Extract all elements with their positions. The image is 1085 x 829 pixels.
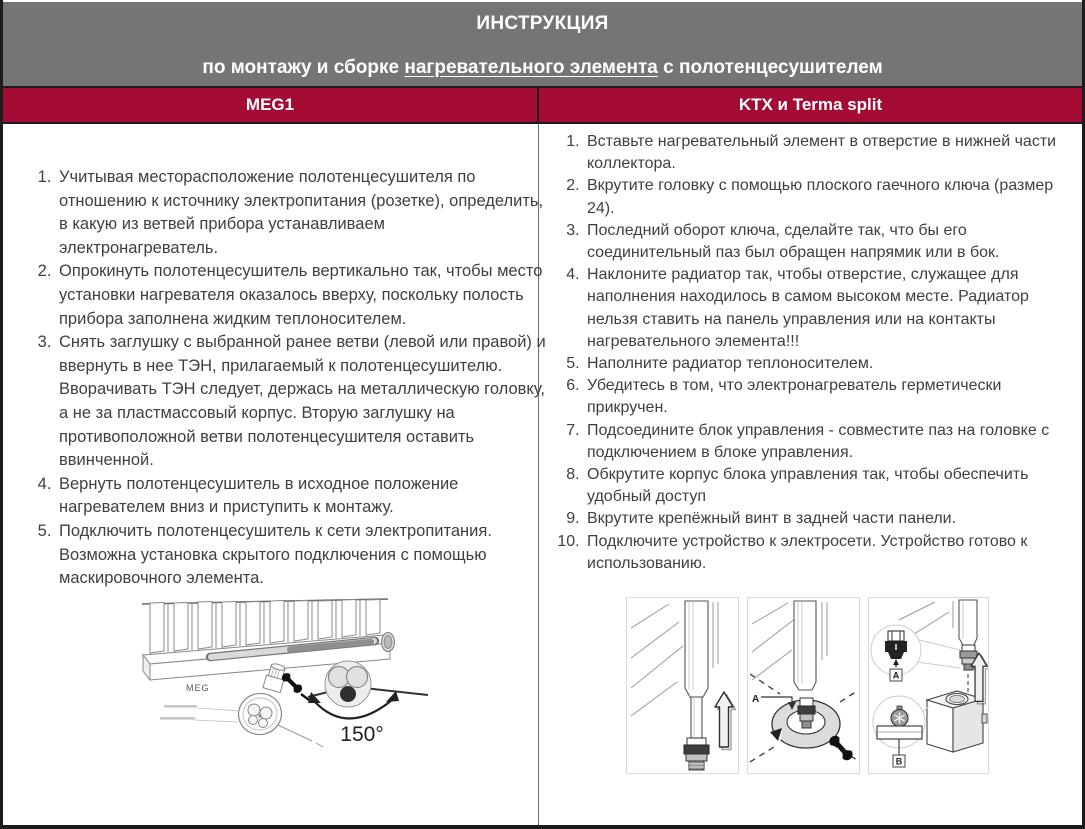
step-item: 1. Учитывая месторасположение полотенцесушителя по отношению к источнику электропитания (розетке), определить, в какую из ветвей прибора устанавливаем электронагреватель. [56, 166, 548, 260]
angle-label: 150° [340, 723, 384, 746]
ktx-diagram-tighten [747, 597, 860, 774]
ktx-step-list [559, 131, 1081, 575]
arrow-up-icon [715, 692, 736, 750]
meg1-diagram [140, 595, 445, 768]
content-area [3, 124, 1082, 825]
wrench-icon [280, 671, 309, 700]
radiator-leg [685, 601, 708, 738]
step-item: 2. Вкрутите головку с помощью плоского гаечного ключа (размер 24). [584, 175, 1081, 219]
ktx-diagram-control-unit [868, 597, 989, 774]
subtitle-underlined-phrase: нагревательного элемента [404, 57, 658, 78]
step-item: 9. Вкрутите крепёжный винт в задней части панели. [584, 508, 1081, 530]
groove-label: A [752, 694, 760, 705]
column-header-ktx-terma: KTX и Terma split [738, 95, 883, 114]
step-item: 5. Наполните радиатор теплоносителем. [584, 353, 1081, 375]
document-title: ИНСТРУКЦИЯ [476, 13, 609, 34]
rotation-angle-drawing [308, 661, 428, 746]
subtitle-suffix: с полотенцесушителем [657, 57, 883, 78]
detail-a-label: A [892, 670, 900, 681]
model-label: MEG [186, 683, 210, 693]
column-header-band [3, 86, 1082, 124]
meg1-step-list [31, 166, 548, 591]
step-item: 3. Последний оборот ключа, сделайте так, что бы его соединительный паз был обращен напрямик или в бок. [584, 220, 1081, 264]
micro-label-line [164, 705, 197, 708]
micro-label-line [160, 717, 195, 720]
step-item: 7. Подсоедините блок управления - совместите паз на головке с подключением в блоке управления. [584, 420, 1081, 464]
step-item: 5. Подключить полотенцесушитель к сети электропитания. Возможна установка скрытого подключения с помощью маскировочного элемента. [56, 520, 548, 591]
step-item: 6. Убедитесь в том, что электронагреватель герметически прикручен. [584, 375, 1081, 419]
step-item: 1. Вставьте нагревательный элемент в отверстие в нижней части коллектора. [584, 131, 1081, 175]
towel-rail-drawing [140, 595, 445, 763]
column-ktx-terma [539, 124, 1085, 825]
step-item: 8. Обкрутите корпус блока управления так, чтобы обеспечить удобный доступ [584, 464, 1081, 508]
document-subtitle [3, 57, 1082, 79]
column-meg1 [3, 124, 546, 825]
column-header-meg1: MEG1 [3, 88, 539, 122]
subtitle-prefix: по монтажу и сборке [202, 57, 405, 78]
step-item: 4. Вернуть полотенцесушитель в исходное положение нагревателем вниз и приступить к монтажу. [56, 473, 548, 520]
wrench-icon [827, 733, 855, 762]
step-item: 4. Наклоните радиатор так, чтобы отверстие, служащее для наполнения находилось в самом высоком месте. Радиатор нельзя ставить на панель управления или на контакты нагревательного элемента!!! [584, 264, 1081, 353]
step-item: 10. Подключите устройство к электросети. Устройство готово к использованию. [584, 531, 1081, 575]
step-item: 2. Опрокинуть полотенцесушитель вертикально так, чтобы место установки нагревателя оказалось вверху, поскольку полость прибора заполнена жидким теплоносителем. [56, 260, 548, 331]
step-item: 3. Снять заглушку с выбранной ранее ветви (левой или правой) и ввернуть в нее ТЭН, прилагаемый к полотенцесушителю. Вворачивать ТЭН следует, держась на металлическую головку, а не за пластмассовый корпус. Вторую заглушку на противоположной ветви полотенцесушителя оставить ввинченной. [56, 331, 548, 473]
detail-b-label: B [895, 756, 903, 767]
document-header [3, 2, 1082, 86]
detail-b-inset [873, 696, 929, 767]
heating-element-fitting [684, 738, 709, 770]
ktx-diagram-insert [626, 597, 739, 774]
